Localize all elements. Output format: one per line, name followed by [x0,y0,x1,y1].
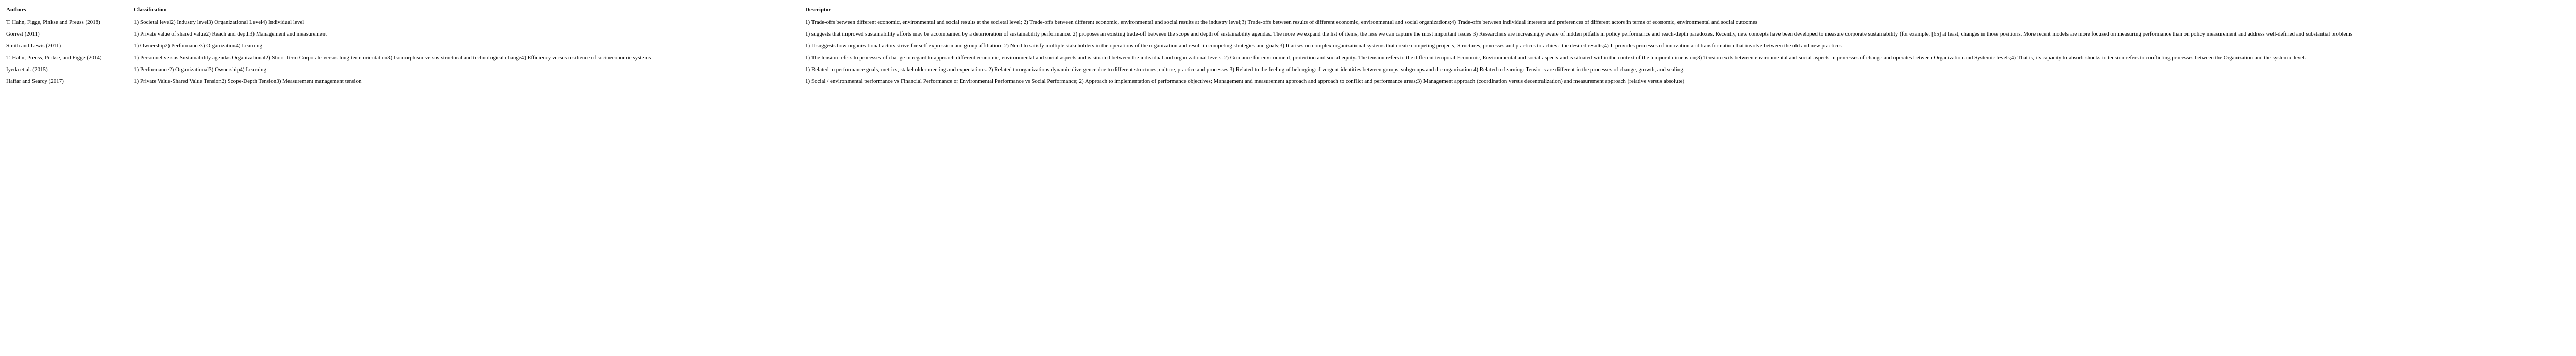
header-classification: Classification [134,7,167,13]
cell-descriptor: 1) Trade-offs between different economic, environmental and social results at the societal level; 2) Trade-offs between different economic, environmental and social results at the industry level;3) Trade-offs between results of different economic, environmental and social organizations;4) Trade-offs between individual interests and preferences of different actors in terms of economic, environmental and social outcomes [805,19,1758,25]
table-row [6,77,2576,89]
table-row [6,29,2576,41]
cell-descriptor: 1) suggests that improved sustainability efforts may be accompanied by a deterioration of sustainability performance. 2) proposes an existing trade-off between the scope and depth of sustainability agendas. The more we expand the list of items, the less we can capture the most important issues 3) Researchers are increasingly aware of hidden pitfalls in policy performance and reach-depth paradoxes. Recently, new concepts have been developed to measure corporate sustainability (for example, [65] at least, changes in those positions. More recent models are more focused on measuring performance than on policy measurement and address well-defined and substantial problems [805,31,2353,37]
header-authors: Authors [6,7,26,13]
cell-descriptor: 1) The tension refers to processes of change in regard to approach different economic, environmental and social aspects and is situated between the individual and organizational levels. 2) Guidance for environment, protection and social equity. The tension refers to the different temporal Economic, Environmental and social aspects and is situated within the context of the temporal dimension;3) Tension exits between environmental and social aspects in processes of change and operates between Organization and Systemic levels;4) That is, its capacity to absorb shocks to tension refers to conflicting processes between the Organization and the systemic level. [805,55,2306,61]
cell-descriptor: 1) Social / environmental performance vs Financial Performance or Environmental Performance vs Social Performance; 2) Approach to implementation of performance objectives; Management and measurement approach and approach to conflict and performance areas;3) Management approach (coordination versus decentralization) and measurement approach (relative versus absolute) [805,78,1685,84]
cell-authors: T. Hahn, Figge, Pinkse and Preuss (2018) [6,19,100,25]
cell-classification: 1) Personnel versus Sustainability agendas Organizational2) Short-Term Corporate versus long-term orientation3) Isomorphism versus structural and technological change4) Efficiency versus resilience of socioeconomic systems [134,55,651,61]
cell-authors: Haffar and Searcy (2017) [6,78,64,84]
cell-classification: 1) Ownership2) Performance3) Organization4) Learning [134,43,263,49]
table-row [6,18,2576,29]
table-row [6,41,2576,53]
cell-authors: Gorrest (2011) [6,31,40,37]
table-header [6,5,2576,18]
cell-authors: Smith and Lewis (2011) [6,43,61,49]
cell-classification: 1) Private Value-Shared Value Tension2) Scope-Depth Tension3) Measurement management tension [134,78,362,84]
cell-classification: 1) Performance2) Organizational3) Ownership4) Learning [134,66,266,73]
literature-table [6,5,2576,89]
header-row [6,5,2576,18]
table-body [6,18,2576,89]
cell-classification: 1) Societal level2) Industry level3) Organizational Level4) Individual level [134,19,304,25]
cell-authors: Iyeda et al. (2015) [6,66,48,73]
table-row [6,65,2576,77]
header-descriptor: Descriptor [805,7,832,13]
cell-descriptor: 1) It suggests how organizational actors strive for self-expression and group affiliation; 2) Need to satisfy multiple stakeholders in the operations of the organization and result in competing strategies and goals;3) It arises on complex organizational systems that create competing projects, Structures, processes and practices to achieve the desired results;4) It provides processes of innovation and transformation that involve between the old and new practices [805,43,1842,49]
cell-authors: T. Hahn, Preuss, Pinkse, and Figge (2014) [6,55,102,61]
table-row [6,53,2576,65]
cell-descriptor: 1) Related to performance goals, metrics, stakeholder meeting and expectations. 2) Related to organizations dynamic divergence due to different structures, culture, practice and processes 3) Related to the feeling of belonging: divergent identities between groups, subgroups and the organization 4) Related to learning: Tensions are different in the processes of change, growth, and scaling. [805,66,1685,73]
cell-classification: 1) Private value of shared value2) Reach and depth3) Management and measurement [134,31,327,37]
